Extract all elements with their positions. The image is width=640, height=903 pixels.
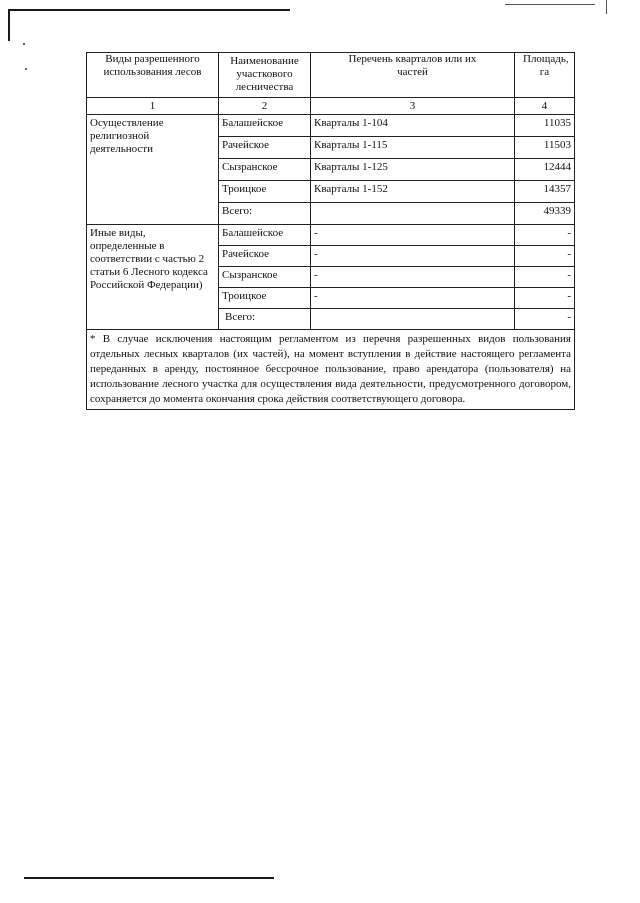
use-kind-cell: Иные виды, определенные в соответствии с частью 2 статьи 6 Лесного кодекса Российской Федерации): [87, 225, 219, 330]
quarters-cell: Кварталы 1-125: [311, 159, 515, 181]
column-number: 3: [311, 98, 515, 115]
forestry-cell: Троицкое: [219, 288, 311, 309]
quarters-cell: -: [311, 246, 515, 267]
area-cell: -: [515, 246, 575, 267]
forestry-cell: Сызранское: [219, 159, 311, 181]
quarters-cell: -: [311, 225, 515, 246]
area-total-cell: 49339: [515, 203, 575, 225]
scan-right-edge: [606, 0, 607, 14]
scan-left-border: [8, 9, 10, 41]
scan-top-right-line: [505, 4, 595, 5]
area-cell: 14357: [515, 181, 575, 203]
table-row: [87, 225, 575, 246]
footnote-text: * В случае исключения настоящим регламентом из перечня разрешенных видов пользования отдельных лесных кварталов (их частей), на момент вступления в действие настоящего регламента переданных в аренду, постоянное бессрочное пользование, право арендатора (пользователя) на использование лесного участка для осуществления вида деятельности, предусмотренного договором, сохраняется до момента окончания срока действия соответствующего договора.: [87, 330, 575, 410]
quarters-cell: [311, 309, 515, 330]
quarters-cell: Кварталы 1-115: [311, 137, 515, 159]
header-use-kinds: Виды разрешенного использования лесов: [87, 53, 219, 98]
forestry-cell: Троицкое: [219, 181, 311, 203]
forestry-cell: Балашейское: [219, 225, 311, 246]
area-cell: 12444: [515, 159, 575, 181]
scan-speck: [23, 43, 25, 45]
area-cell: -: [515, 267, 575, 288]
forestry-cell: Рачейское: [219, 246, 311, 267]
quarters-cell: [311, 203, 515, 225]
forest-use-table: [86, 52, 575, 410]
scan-bottom-line: [24, 877, 274, 879]
forestry-cell: Балашейское: [219, 115, 311, 137]
table-header-row: [87, 53, 575, 98]
quarters-cell: -: [311, 288, 515, 309]
header-area: Площадь, га: [515, 53, 575, 98]
quarters-cell: Кварталы 1-152: [311, 181, 515, 203]
area-cell: -: [515, 225, 575, 246]
area-cell: 11503: [515, 137, 575, 159]
table-row: [87, 115, 575, 137]
quarters-cell: Кварталы 1-104: [311, 115, 515, 137]
area-cell: -: [515, 288, 575, 309]
forestry-total-label: Всего:: [219, 309, 311, 330]
scan-top-line: [8, 9, 290, 11]
forestry-total-label: Всего:: [219, 203, 311, 225]
header-forestry: Наименование участкового лесничества: [219, 53, 311, 98]
scan-speck: [25, 68, 27, 70]
quarters-cell: -: [311, 267, 515, 288]
column-number-row: [87, 98, 575, 115]
column-number: 4: [515, 98, 575, 115]
forestry-cell: Сызранское: [219, 267, 311, 288]
column-number: 1: [87, 98, 219, 115]
footnote-row: [87, 330, 575, 410]
area-total-cell: -: [515, 309, 575, 330]
forestry-cell: Рачейское: [219, 137, 311, 159]
use-kind-cell: Осуществление религиозной деятельности: [87, 115, 219, 225]
area-cell: 11035: [515, 115, 575, 137]
column-number: 2: [219, 98, 311, 115]
header-quarters: Перечень кварталов или их частей: [311, 53, 515, 98]
